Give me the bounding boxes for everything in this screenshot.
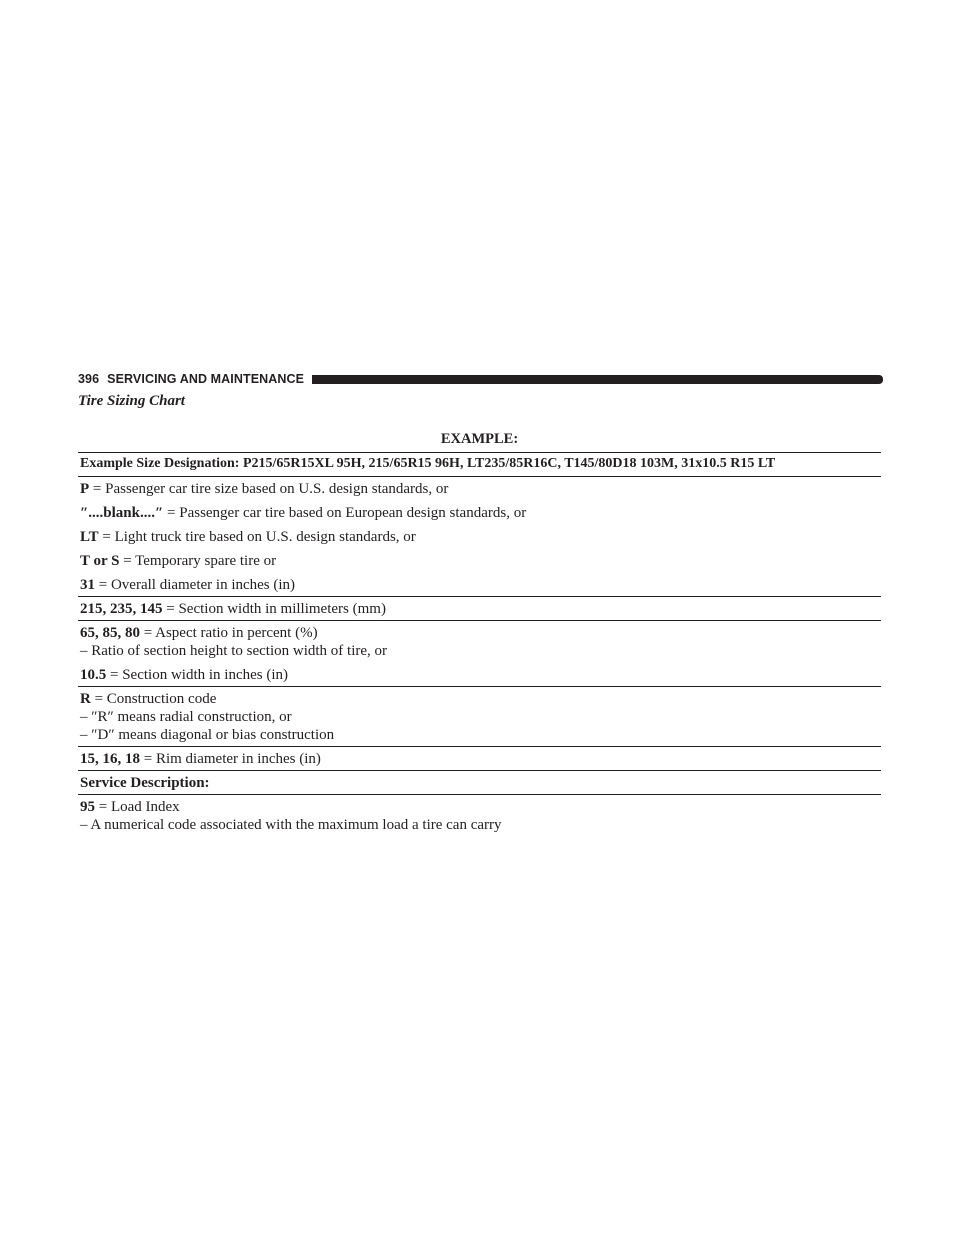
definition-note: – A numerical code associated with the maximum load a tire can carry (80, 817, 502, 833)
size-designation-row: Example Size Designation: P215/65R15XL 95H, 215/65R15 96H, LT235/85R16C, T145/80D18 103M, 31x10.5 R15 LT (78, 453, 881, 477)
definition-text: = Construction code (90, 691, 217, 707)
definition-term: LT (80, 529, 99, 545)
definition-line (80, 798, 881, 816)
header-rule (312, 375, 883, 384)
load-index-row (78, 795, 881, 836)
definition-term: P (80, 481, 90, 497)
definition-text: = Temporary spare tire or (119, 553, 277, 569)
section-title: SERVICING AND MAINTENANCE (107, 372, 305, 386)
aspect-ratio-row (78, 621, 881, 687)
example-heading: EXAMPLE: (78, 428, 881, 453)
definition-term: ″....blank....″ (80, 505, 164, 521)
definition-term: 10.5 (80, 667, 107, 683)
definition-line (80, 600, 881, 618)
definition-note: – Ratio of section height to section width of tire, or (80, 643, 388, 659)
definition-text: = Rim diameter in inches (in) (140, 751, 321, 767)
definition-term: R (80, 691, 91, 707)
service-description-heading: Service Description: (78, 771, 881, 795)
definition-text: = Load Index (95, 799, 180, 815)
definition-line (80, 552, 881, 570)
definition-term: T or S (80, 553, 120, 569)
definition-line (80, 750, 881, 768)
definition-term: 65, 85, 80 (80, 625, 140, 641)
definition-line (80, 576, 881, 594)
page-number: 396 (78, 372, 100, 386)
page-header (78, 371, 883, 387)
section-width-row (78, 597, 881, 621)
definition-line (80, 504, 881, 522)
definition-text: = Section width in inches (in) (106, 667, 289, 683)
definition-line (80, 690, 881, 708)
definition-text: = Section width in millimeters (mm) (162, 601, 386, 617)
definition-text: = Light truck tire based on U.S. design standards, or (98, 529, 416, 545)
definition-term: 95 (80, 799, 95, 815)
definition-line (80, 624, 881, 642)
definition-text: = Passenger car tire based on European design standards, or (163, 505, 527, 521)
definition-text: = Passenger car tire size based on U.S. design standards, or (89, 481, 449, 497)
definition-note: – ″D″ means diagonal or bias construction (80, 727, 335, 743)
tire-type-row (78, 477, 881, 597)
definition-note: – ″R″ means radial construction, or (80, 709, 292, 725)
chart-title: Tire Sizing Chart (78, 393, 185, 409)
definition-text: = Aspect ratio in percent (%) (140, 625, 318, 641)
definition-text: = Overall diameter in inches (in) (95, 577, 296, 593)
construction-code-row (78, 687, 881, 747)
definition-line (80, 480, 881, 498)
definition-term: 215, 235, 145 (80, 601, 163, 617)
definition-term: 31 (80, 577, 95, 593)
rim-diameter-row (78, 747, 881, 771)
definition-line (80, 666, 881, 684)
definition-term: 15, 16, 18 (80, 751, 140, 767)
tire-sizing-table (78, 428, 881, 836)
definition-line (80, 528, 881, 546)
